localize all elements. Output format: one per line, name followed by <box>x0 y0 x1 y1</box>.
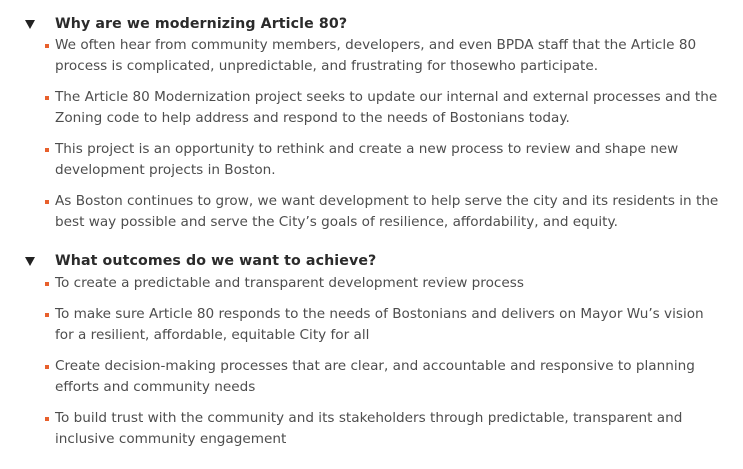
square-bullet-icon <box>45 365 49 369</box>
faq-section-why <box>0 13 743 233</box>
square-bullet-icon <box>45 282 49 286</box>
triangle-down-icon[interactable] <box>25 257 35 266</box>
list-item <box>0 87 743 129</box>
list-item <box>0 191 743 233</box>
square-bullet-icon <box>45 200 49 204</box>
list-item-text: As Boston continues to grow, we want development to help serve the city and its residents in the best way possible and serve the City’s goals of resilience, affordability, and equity. <box>55 193 719 230</box>
list-item-text: The Article 80 Modernization project seeks to update our internal and external processes and the Zoning code to help address and respond to the needs of Bostonians today. <box>55 89 718 126</box>
section-title: Why are we modernizing Article 80? <box>55 16 348 32</box>
list-item <box>0 273 743 294</box>
list-item <box>0 356 743 398</box>
square-bullet-icon <box>45 96 49 100</box>
square-bullet-icon <box>45 313 49 317</box>
list-item-text: To create a predictable and transparent development review process <box>55 275 524 291</box>
list-item-text: To make sure Article 80 responds to the needs of Bostonians and delivers on Mayor Wu’s vision for a resilient, affordable, equitable City for all <box>55 306 704 343</box>
list-item <box>0 35 743 77</box>
bullet-list <box>0 273 743 450</box>
square-bullet-icon <box>45 148 49 152</box>
list-item <box>0 304 743 346</box>
triangle-down-icon[interactable] <box>25 20 35 29</box>
square-bullet-icon <box>45 44 49 48</box>
list-item <box>0 408 743 450</box>
list-item <box>0 139 743 181</box>
faq-section-outcomes <box>0 250 743 450</box>
list-item-text: We often hear from community members, developers, and even BPDA staff that the Article 80 process is complicated, unpredictable, and frustrating for thosewho participate. <box>55 37 697 74</box>
list-item-text: To build trust with the community and its stakeholders through predictable, transparent and inclusive community engagement <box>55 410 683 447</box>
square-bullet-icon <box>45 417 49 421</box>
section-header-outcomes[interactable] <box>0 250 743 272</box>
section-header-why[interactable] <box>0 13 743 35</box>
list-item-text: Create decision-making processes that are clear, and accountable and responsive to planning efforts and community needs <box>55 358 695 395</box>
list-item-text: This project is an opportunity to rethink and create a new process to review and shape new development projects in Boston. <box>55 141 679 178</box>
bullet-list <box>0 35 743 233</box>
section-title: What outcomes do we want to achieve? <box>55 253 377 269</box>
